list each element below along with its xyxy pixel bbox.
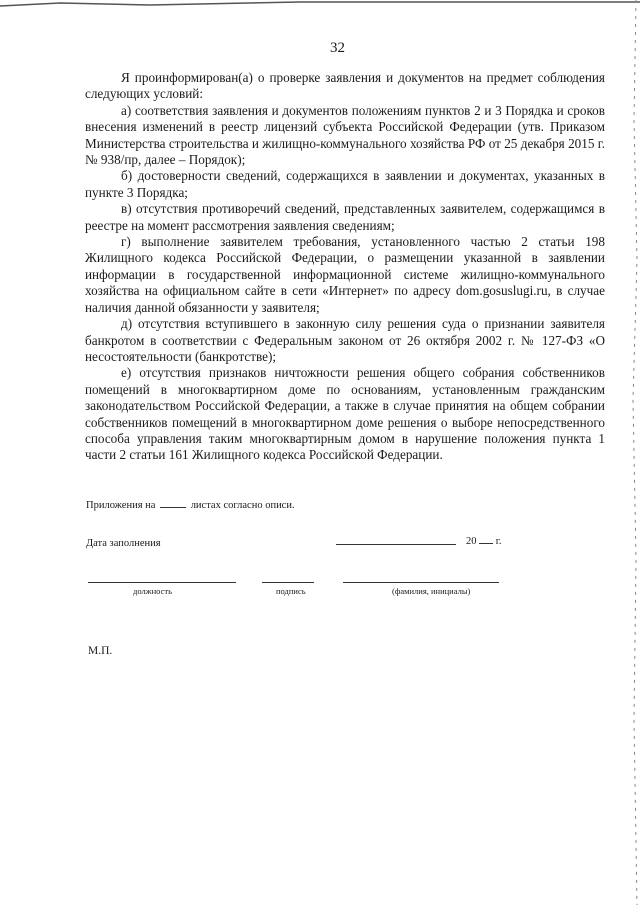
paragraph-a: а) соответствия заявления и документов положениям пунктов 2 и 3 Порядка и сроков внесения изменений в реестр лицензий субъекта Российской Федерации (утв. Приказом Министерства строительства и жилищно-коммунального хозяйства РФ от 25 декабря 2015 г. № 938/пр, далее – Порядок); xyxy=(85,102,605,168)
position-caption: должность xyxy=(133,586,172,596)
scan-edge-top xyxy=(0,0,640,8)
date-year-prefix: 20 xyxy=(466,536,477,547)
signature-line xyxy=(262,582,314,583)
name-caption: (фамилия, инициалы) xyxy=(392,586,471,596)
position-line xyxy=(88,582,236,583)
attachment-line xyxy=(86,498,295,511)
paragraph-intro: Я проинформирован(а) о проверке заявления и документов на предмет соблюдения следующих условий: xyxy=(85,70,605,102)
date-year xyxy=(466,534,502,547)
date-label: Дата заполнения xyxy=(86,538,161,549)
date-year-blank xyxy=(479,534,493,544)
stamp-place: М.П. xyxy=(88,645,113,657)
paragraph-g: г) выполнение заявителем требования, установленного частью 2 статьи 198 Жилищного кодекса Российской Федерации, о размещении указанной в заявлении информации в государственной информационной системе жилищно-коммунального хозяйства на официальном сайте в сети «Интернет» по адресу dom.gosuslugi.ru, в случае наличия данной обязанности у заявителя; xyxy=(85,234,605,315)
scan-edge-right xyxy=(620,0,640,905)
paragraph-b: б) достоверности сведений, содержащихся в заявлении и документах, указанных в пункте 3 Порядка; xyxy=(85,168,605,200)
paragraph-e: е) отсутствия признаков ничтожности решения общего собрания собственников помещений в многоквартирном доме по основаниям, установленным гражданским законодательством Российской Федерации, а также в случае принятия на общем собрании собственников помещений в многоквартирном доме решения о выборе непосредственного способа управления таким многоквартирным домом в нарушение положения пункта 1 части 2 статьи 161 Жилищного кодекса Российской Федерации. xyxy=(85,365,605,463)
name-line xyxy=(343,582,499,583)
paragraph-d: д) отсутствия вступившего в законную силу решения суда о признании заявителя банкротом в соответствии с Федеральным законом от 26 октября 2002 г. № 127-ФЗ «О несостоятельности (банкротстве); xyxy=(85,316,605,364)
paragraph-v: в) отсутствия противоречий сведений, представленных заявителем, содержащимся в реестре на момент рассмотрения заявления сведениям; xyxy=(85,201,605,233)
signature-caption: подпись xyxy=(276,586,306,596)
document-body xyxy=(85,70,605,464)
date-blank xyxy=(336,544,456,545)
attachment-sheets-blank xyxy=(160,498,186,508)
date-year-suffix: г. xyxy=(495,536,502,547)
attachment-suffix: листах согласно описи. xyxy=(190,500,295,511)
page-number: 32 xyxy=(330,40,345,56)
attachment-prefix: Приложения на xyxy=(86,500,156,511)
